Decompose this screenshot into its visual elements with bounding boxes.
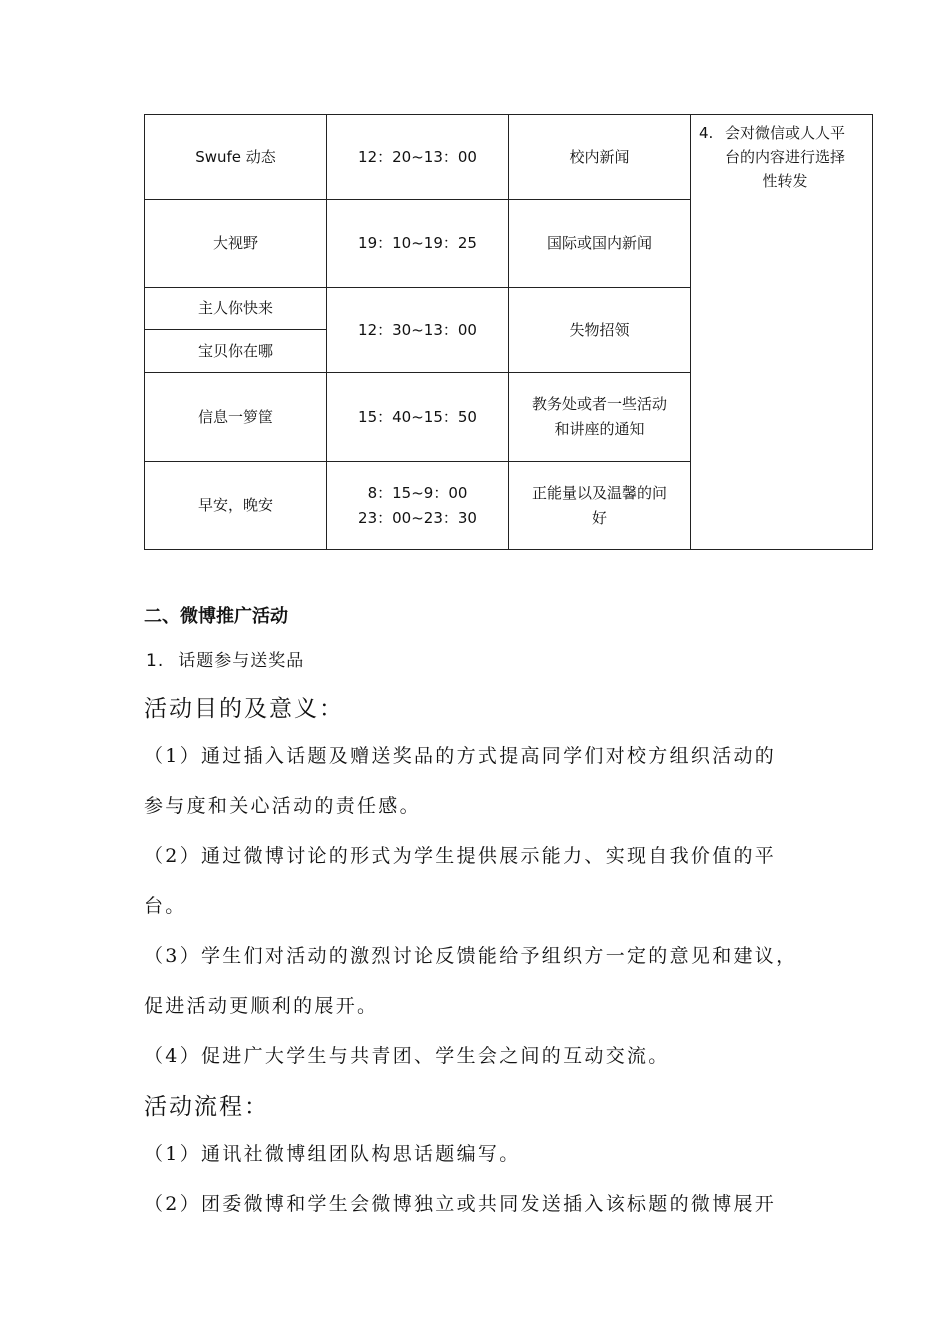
purpose-line: （1）通过插入话题及赠送奖品的方式提高同学们对校方组织活动的 [144,745,777,767]
note-number: 4. [699,124,714,142]
purpose-line: 参与度和关心活动的责任感。 [144,795,421,817]
purpose-line: 促进活动更顺利的展开。 [144,995,379,1017]
note-line: 性转发 [762,172,808,190]
table-cell-content [508,461,691,550]
content-line: 好 [591,508,607,527]
table-cell-content: 国际或国内新闻 [508,199,691,288]
content-line: 教务处或者一些活动 [531,395,667,413]
process-label: 活动流程： [144,1094,269,1120]
process-line: （2）团委微博和学生会微博独立或共同发送插入该标题的微博展开 [144,1193,777,1215]
note-line: 台的内容进行选择 [725,148,846,166]
time-line: 23：00~23：30 [358,508,477,527]
table-cell-name: 信息一箩筐 [144,372,327,462]
table-cell-time [326,461,509,550]
table-cell-name: Swufe 动态 [144,114,327,200]
content-line: 正能量以及温馨的问 [531,483,667,502]
purpose-line: （4）促进广大学生与共青团、学生会之间的互动交流。 [144,1045,670,1067]
table-cell-time: 12：20~13：00 [326,114,509,200]
note-line: 会对微信或人人平 [725,124,846,142]
note-item [691,115,853,193]
purpose-line: （3）学生们对活动的激烈讨论反馈能给予组织方一定的意见和建议， [144,945,798,967]
table-cell-name: 早安，晚安 [144,461,327,550]
table-cell-time: 15：40~15：50 [326,372,509,462]
purpose-line: （2）通过微博讨论的形式为学生提供展示能力、实现自我价值的平 [144,845,777,867]
table-cell-name: 宝贝你在哪 [144,329,327,373]
table-cell-name: 主人你快来 [144,287,327,330]
subsection-number: 1. [146,651,165,671]
table-cell-note [690,114,873,550]
table-cell-content [508,372,691,462]
schedule-table [144,114,873,550]
time-line: 8：15~9：00 [367,483,468,502]
purpose-label: 活动目的及意义： [144,696,344,722]
process-line: （1）通讯社微博组团队构思话题编写。 [144,1143,521,1165]
subsection-text: 话题参与送奖品 [178,651,305,671]
section-heading: 二、微博推广活动 [144,606,288,627]
table-cell-content: 校内新闻 [508,114,691,200]
purpose-line: 台。 [144,895,187,917]
table-cell-time: 12：30~13：00 [326,287,509,373]
subsection-title [146,646,304,671]
content-line: 和讲座的通知 [554,420,645,438]
table-cell-time: 19：10~19：25 [326,199,509,288]
table-cell-name: 大视野 [144,199,327,288]
table-cell-content: 失物招领 [508,287,691,373]
note-text [725,121,845,193]
